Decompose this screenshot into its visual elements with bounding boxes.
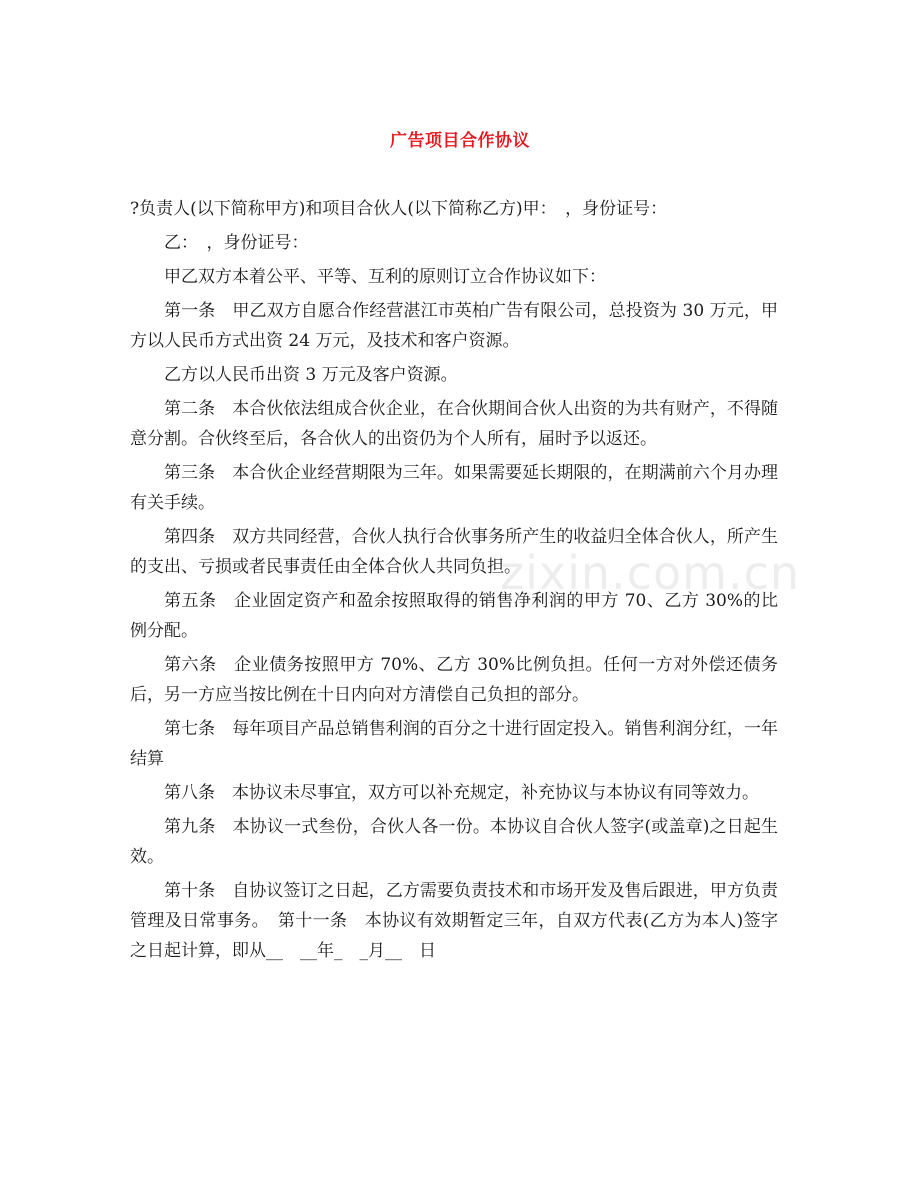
paragraph-preamble: 甲乙双方本着公平、平等、互利的原则订立合作协议如下：	[164, 267, 606, 287]
document-title: 广告项目合作协议	[390, 131, 530, 151]
paragraph-article-6: 第六条 企业债务按照甲方 70%、乙方 30%比例负担。任何一方对外偿还债务后，另一方应当按比例在十日内向对方清偿自己负担的部分。	[130, 655, 778, 705]
paragraph-article-10-11: 第十条 自协议签订之日起，乙方需要负责技术和市场开发及售后跟进，甲方负责管理及日常事务。 第十一条 本协议有效期暂定三年，自双方代表(乙方为本人)签字之日起计算，即从__ __年_ _月__ 日	[130, 881, 778, 961]
paragraph-article-5: 第五条 企业固定资产和盈余按照取得的销售净利润的甲方 70、乙方 30%的比例分配。	[130, 591, 778, 641]
paragraph-article-1: 第一条 甲乙双方自愿合作经营湛江市英柏广告有限公司，总投资为 30 万元，甲方以人民币方式出资 24 万元，及技术和客户资源。	[130, 301, 778, 351]
paragraph-article-7: 第七条 每年项目产品总销售利润的百分之十进行固定投入。销售利润分红，一年结算	[130, 719, 778, 769]
paragraph-article-3: 第三条 本合伙企业经营期限为三年。如果需要延长期限的，在期满前六个月办理有关手续。	[130, 463, 778, 513]
paragraph-article-8: 第八条 本协议未尽事宜，双方可以补充规定，补充协议与本协议有同等效力。	[164, 783, 759, 803]
paragraph-party-b: 乙： ，身份证号：	[164, 233, 309, 253]
watermark: zixin.com.cn	[500, 546, 801, 600]
document-body	[130, 194, 778, 970]
paragraph-article-2: 第二条 本合伙依法组成合伙企业，在合伙期间合伙人出资的为共有财产，不得随意分割。合伙终至后，各合伙人的出资仍为个人所有，届时予以返还。	[130, 399, 778, 449]
paragraph-article-9: 第九条 本协议一式叁份，合伙人各一份。本协议自合伙人签字(或盖章)之日起生效。	[130, 817, 778, 867]
paragraph-parties: ?负责人(以下简称甲方)和项目合伙人(以下简称乙方)甲： ，身份证号：	[130, 199, 668, 219]
paragraph-article-4: 第四条 双方共同经营，合伙人执行合伙事务所产生的收益归全体合伙人，所产生的支出、亏损或者民事责任由全体合伙人共同负担。	[130, 527, 778, 577]
paragraph-article-1-cont: 乙方以人民币出资 3 万元及客户资源。	[164, 365, 458, 385]
